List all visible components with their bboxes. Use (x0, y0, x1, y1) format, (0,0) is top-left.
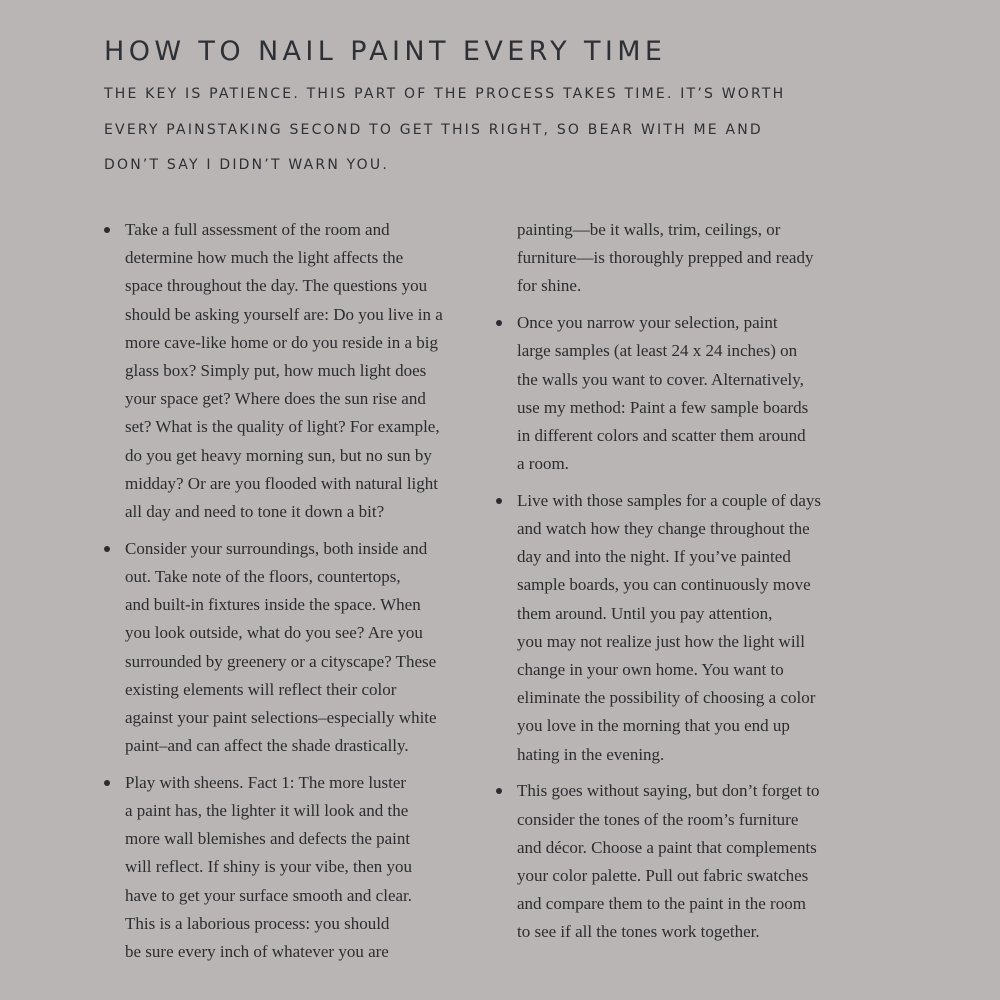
text-line: all day and need to tone it down a bit? (125, 502, 385, 522)
text-line: you love in the morning that you end up (517, 716, 790, 736)
text-line: determine how much the light affects the (125, 248, 404, 268)
text-line: against your paint selections–especially white (125, 707, 437, 727)
text-line: paint–and can affect the shade drastically. (125, 736, 409, 756)
text-line: do you get heavy morning sun, but no sun by (125, 445, 432, 465)
left-column (125, 216, 465, 975)
subtitle-line: THE KEY IS PATIENCE. THIS PART OF THE PROCESS TAKES TIME. IT’S WORTH (104, 86, 786, 102)
text-line: consider the tones of the room’s furniture (517, 809, 799, 829)
text-line: you look outside, what do you see? Are you (125, 623, 423, 643)
subtitle-line: EVERY PAINSTAKING SECOND TO GET THIS RIGHT, SO BEAR WITH ME AND (104, 121, 763, 138)
text-line: set? What is the quality of light? For example, (125, 417, 440, 437)
bullet-item (125, 216, 465, 526)
bullet-icon (496, 777, 504, 805)
text-line: you may not realize just how the light will (517, 631, 806, 651)
text-line: Consider your surroundings, both inside and (125, 538, 428, 558)
bullet-icon (104, 535, 112, 563)
text-line: and built-in fixtures inside the space. When (125, 595, 421, 615)
text-line: glass box? Simply put, how much light does (125, 361, 427, 381)
text-line: have to get your surface smooth and clear. (125, 885, 413, 905)
bullet-item (517, 309, 857, 478)
text-line: out. Take note of the floors, countertops, (125, 566, 401, 586)
text-line: the walls you want to cover. Alternatively, (517, 369, 804, 389)
text-line: large samples (at least 24 x 24 inches) on (517, 341, 798, 361)
text-line: and compare them to the paint in the room (517, 894, 806, 914)
text-line: Live with those samples for a couple of days (517, 490, 822, 510)
text-line: hating in the evening. (517, 744, 665, 764)
text-line: for shine. (517, 276, 582, 296)
text-line: use my method: Paint a few sample boards (517, 397, 809, 417)
text-line: your color palette. Pull out fabric swatches (517, 865, 809, 885)
text-line: should be asking yourself are: Do you live in a (125, 304, 443, 324)
subtitle-line: DON’T SAY I DIDN’T WARN YOU. (104, 157, 389, 173)
subtitle (104, 77, 864, 184)
text-line: space throughout the day. The questions you (125, 276, 428, 296)
bullet-item (125, 535, 465, 761)
text-line: be sure every inch of whatever you are (125, 942, 389, 962)
text-line: more cave-like home or do you reside in a big (125, 332, 438, 352)
text-line: and décor. Choose a paint that complements (517, 837, 817, 857)
text-line: and watch how they change throughout the (517, 519, 810, 539)
text-line: painting—be it walls, trim, ceilings, or (517, 220, 781, 239)
text-line: eliminate the possibility of choosing a color (517, 688, 816, 708)
paragraph-continuation (517, 216, 857, 301)
text-line: will reflect. If shiny is your vibe, then you (125, 857, 413, 877)
bullet-item (517, 487, 857, 769)
right-column (517, 216, 857, 955)
text-line: a room. (517, 454, 569, 474)
bullet-item (125, 769, 465, 966)
text-line: your space get? Where does the sun rise and (125, 389, 426, 409)
text-line: This is a laborious process: you should (125, 913, 390, 933)
text-line: change in your own home. You want to (517, 660, 784, 680)
text-line: day and into the night. If you’ve painted (517, 547, 791, 567)
page-title: HOW TO NAIL PAINT EVERY TIME (104, 36, 667, 67)
bullet-icon (496, 309, 504, 337)
bullet-icon (104, 769, 112, 797)
bullet-icon (104, 216, 112, 244)
text-line: to see if all the tones work together. (517, 922, 760, 942)
text-line: midday? Or are you flooded with natural light (125, 473, 438, 493)
text-line: Once you narrow your selection, paint (517, 313, 778, 333)
bullet-item (517, 777, 857, 946)
bullet-icon (496, 487, 504, 515)
text-line: existing elements will reflect their color (125, 679, 397, 699)
text-line: sample boards, you can continuously move (517, 575, 811, 595)
text-line: This goes without saying, but don’t forget to (517, 781, 820, 801)
text-line: in different colors and scatter them around (517, 425, 806, 445)
text-line: furniture—is thoroughly prepped and ready (517, 248, 814, 268)
text-line: surrounded by greenery or a cityscape? These (125, 651, 437, 671)
text-line: Take a full assessment of the room and (125, 220, 390, 239)
text-line: a paint has, the lighter it will look and the (125, 801, 409, 821)
text-line: more wall blemishes and defects the paint (125, 829, 411, 849)
text-line: them around. Until you pay attention, (517, 603, 773, 623)
text-line: Play with sheens. Fact 1: The more luster (125, 772, 407, 792)
